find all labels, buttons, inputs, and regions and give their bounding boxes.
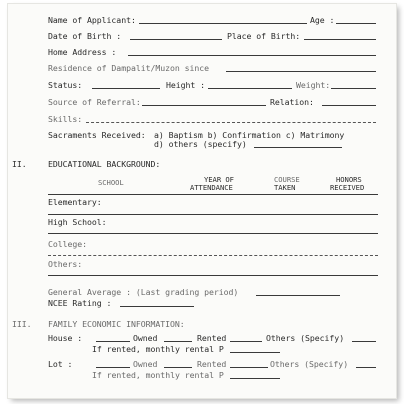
house-rented-label: Rented (197, 333, 227, 343)
lot-others-blank[interactable] (230, 367, 268, 368)
dob-field[interactable] (130, 39, 222, 40)
table-header-rule (48, 194, 378, 195)
sacrament-options-line2: d) others (specify) (154, 139, 247, 149)
lot-rental-field[interactable] (230, 378, 280, 379)
row-elementary-rule[interactable] (48, 214, 378, 215)
row-college-rule[interactable] (48, 255, 378, 256)
col-year-header-2: ATTENDANCE (190, 183, 233, 192)
row-college-label: College: (48, 239, 88, 249)
general-average-field[interactable] (256, 295, 340, 296)
lot-label: Lot : (48, 359, 73, 369)
general-average-label: General Average : (Last grading period) (48, 287, 239, 297)
residence-label: Residence of Dampalit/Muzon since (48, 63, 210, 73)
house-label: House : (48, 333, 83, 343)
row-highschool-rule[interactable] (48, 233, 378, 234)
sacrament-options-line1: a) Baptism b) Confirmation c) Matrimony (154, 130, 345, 140)
row-elementary-label: Elementary: (48, 197, 102, 207)
col-honors-header-1: HONORS (336, 175, 362, 184)
col-school-header: SCHOOL (98, 178, 124, 187)
house-rental-label: If rented, monthly rental P (92, 344, 224, 354)
house-others-blank[interactable] (230, 341, 262, 342)
row-highschool-label: High School: (48, 217, 107, 227)
education-section-number: II. (12, 159, 27, 169)
status-label: Status: (48, 80, 83, 90)
lot-rental-label: If rented, monthly rental P (92, 370, 224, 380)
col-honors-header-2: RECEIVED (330, 183, 365, 192)
referral-field[interactable] (142, 105, 266, 106)
lot-owned-label: Owned (133, 359, 158, 369)
age-field[interactable] (336, 23, 376, 24)
row-others-label: Others: (48, 259, 83, 269)
relation-label: Relation: (270, 97, 314, 107)
lot-owned-blank[interactable] (96, 367, 130, 368)
referral-label: Source of Referral: (48, 97, 141, 107)
pob-field[interactable] (304, 39, 376, 40)
education-section-title: EDUCATIONAL BACKGROUND: (48, 159, 161, 169)
relation-field[interactable] (322, 105, 376, 106)
house-others-label: Others (Specify) (266, 333, 345, 343)
skills-field[interactable] (86, 122, 376, 123)
skills-label: Skills: (48, 114, 83, 124)
weight-label: Weight: (296, 80, 331, 90)
row-others-rule[interactable] (48, 275, 378, 276)
ncee-label: NCEE Rating : (48, 298, 112, 308)
ncee-field[interactable] (120, 306, 194, 307)
col-year-header-1: YEAR OF (204, 175, 234, 184)
residence-field[interactable] (226, 71, 376, 72)
age-label: Age : (310, 15, 335, 25)
house-rented-blank[interactable] (164, 341, 192, 342)
house-owned-label: Owned (133, 333, 158, 343)
sacrament-specify-field[interactable] (254, 147, 342, 148)
height-label: Height : (166, 80, 206, 90)
lot-specify-field[interactable] (356, 367, 376, 368)
lot-others-label: Others (Specify) (270, 359, 349, 369)
applicant-name-label: Name of Applicant: (48, 15, 136, 25)
applicant-name-field[interactable] (139, 23, 307, 24)
lot-rented-blank[interactable] (164, 367, 192, 368)
col-course-header-1: COURSE (274, 175, 300, 184)
col-course-header-2: TAKEN (274, 183, 296, 192)
house-rental-field[interactable] (230, 352, 280, 353)
dob-label: Date of Birth : (48, 31, 122, 41)
height-field[interactable] (208, 88, 292, 89)
lot-rented-label: Rented (197, 359, 227, 369)
sacraments-label: Sacraments Received: (48, 130, 146, 140)
family-section-number: III. (12, 319, 32, 329)
house-owned-blank[interactable] (96, 341, 130, 342)
status-field[interactable] (92, 88, 160, 89)
house-specify-field[interactable] (352, 341, 376, 342)
home-address-field[interactable] (128, 55, 376, 56)
home-address-label: Home Address : (48, 47, 117, 57)
family-section-title: FAMILY ECONOMIC INFORMATION: (48, 319, 185, 329)
form-page (8, 4, 396, 398)
pob-label: Place of Birth: (227, 31, 301, 41)
weight-field[interactable] (331, 88, 376, 89)
